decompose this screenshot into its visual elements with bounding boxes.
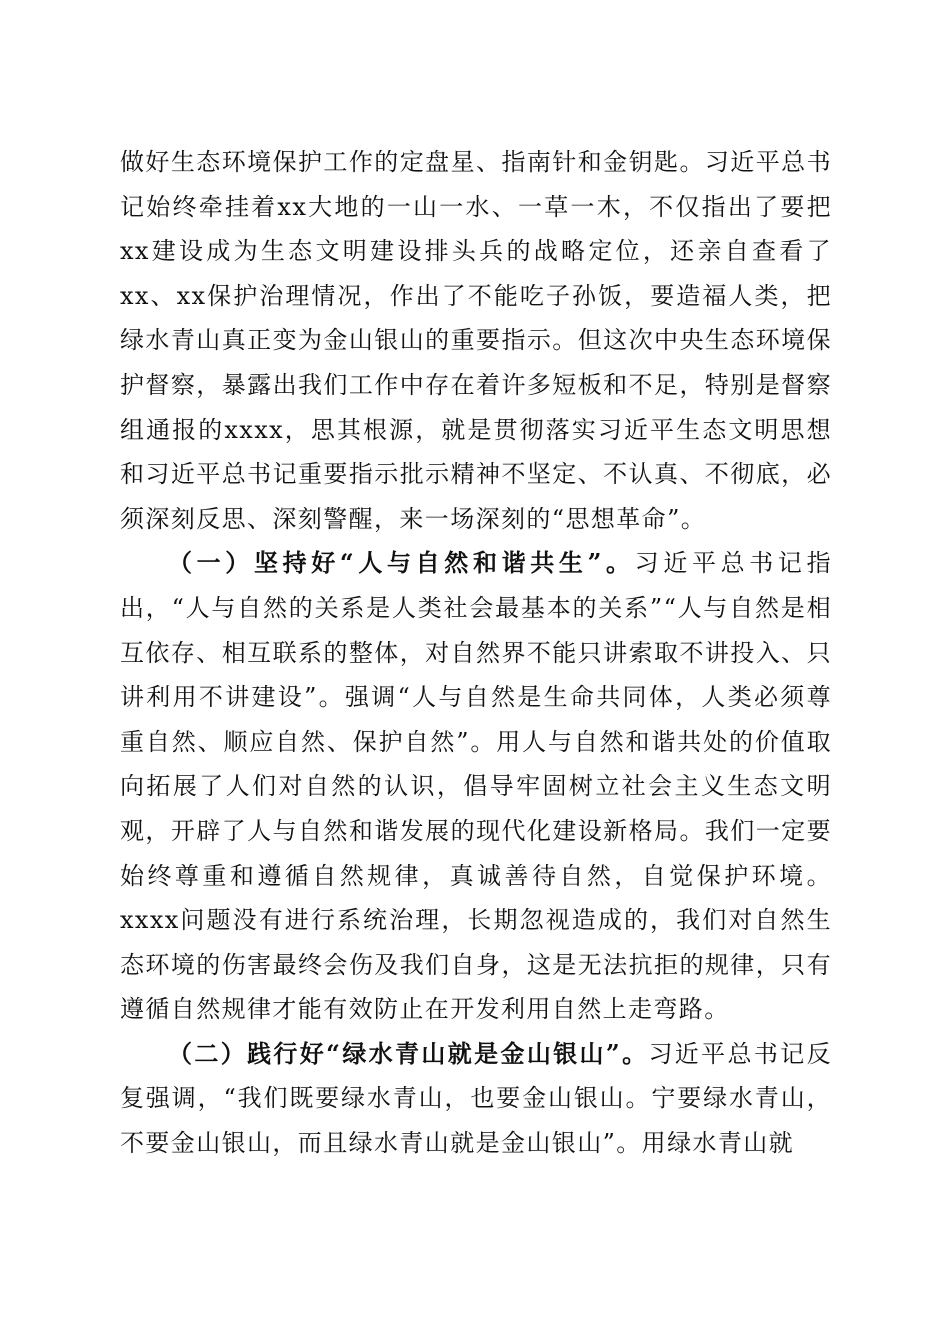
paragraph-text: 习近平总书记反复强调，“我们既要绿水青山，也要金山银山。宁要绿水青山，不要金山银山，而且绿水青山就是金山银山”。用绿水青山就 <box>120 1039 832 1158</box>
paragraph-section-1 <box>120 541 832 1032</box>
paragraph-section-2 <box>120 1032 832 1166</box>
paragraph-text: 做好生态环境保护工作的定盘星、指南针和金钥匙。习近平总书记始终牵挂着xx大地的一山一水、一草一木，不仅指出了要把xx建设成为生态文明建设排头兵的战略定位，还亲自查看了xx、xx保护治理情况，作出了不能吃子孙饭，要造福人类，把绿水青山真正变为金山银山的重要指示。但这次中央生态环境保护督察，暴露出我们工作中存在着许多短板和不足，特别是督察组通报的xxxx，思其根源，就是贯彻落实习近平生态文明思想和习近平总书记重要指示批示精神不坚定、不认真、不彻底，必须深刻反思、深刻警醒，来一场深刻的“思想革命”。 <box>120 148 832 533</box>
paragraph-text: 习近平总书记指出，“人与自然的关系是人类社会最基本的关系”“人与自然是相互依存、相互联系的整体，对自然界不能只讲索取不讲投入、只讲利用不讲建设”。强调“人与自然是生命共同体，人类必须尊重自然、顺应自然、保护自然”。用人与自然和谐共处的价值取向拓展了人们对自然的认识，倡导牢固树立社会主义生态文明观，开辟了人与自然和谐发展的现代化建设新格局。我们一定要始终尊重和遵循自然规律，真诚善待自然，自觉保护环境。xxxx问题没有进行系统治理，长期忽视造成的，我们对自然生态环境的伤害最终会伤及我们自身，这是无法抗拒的规律，只有遵循自然规律才能有效防止在开发利用自然上走弯路。 <box>120 549 832 1024</box>
paragraph-continuation <box>120 140 832 541</box>
section-heading-2: （二）践行好“绿水青山就是金山银山”。 <box>168 1038 649 1068</box>
document-body <box>120 140 832 1166</box>
section-heading-1: （一）坚持好“人与自然和谐共生”。 <box>168 548 635 578</box>
